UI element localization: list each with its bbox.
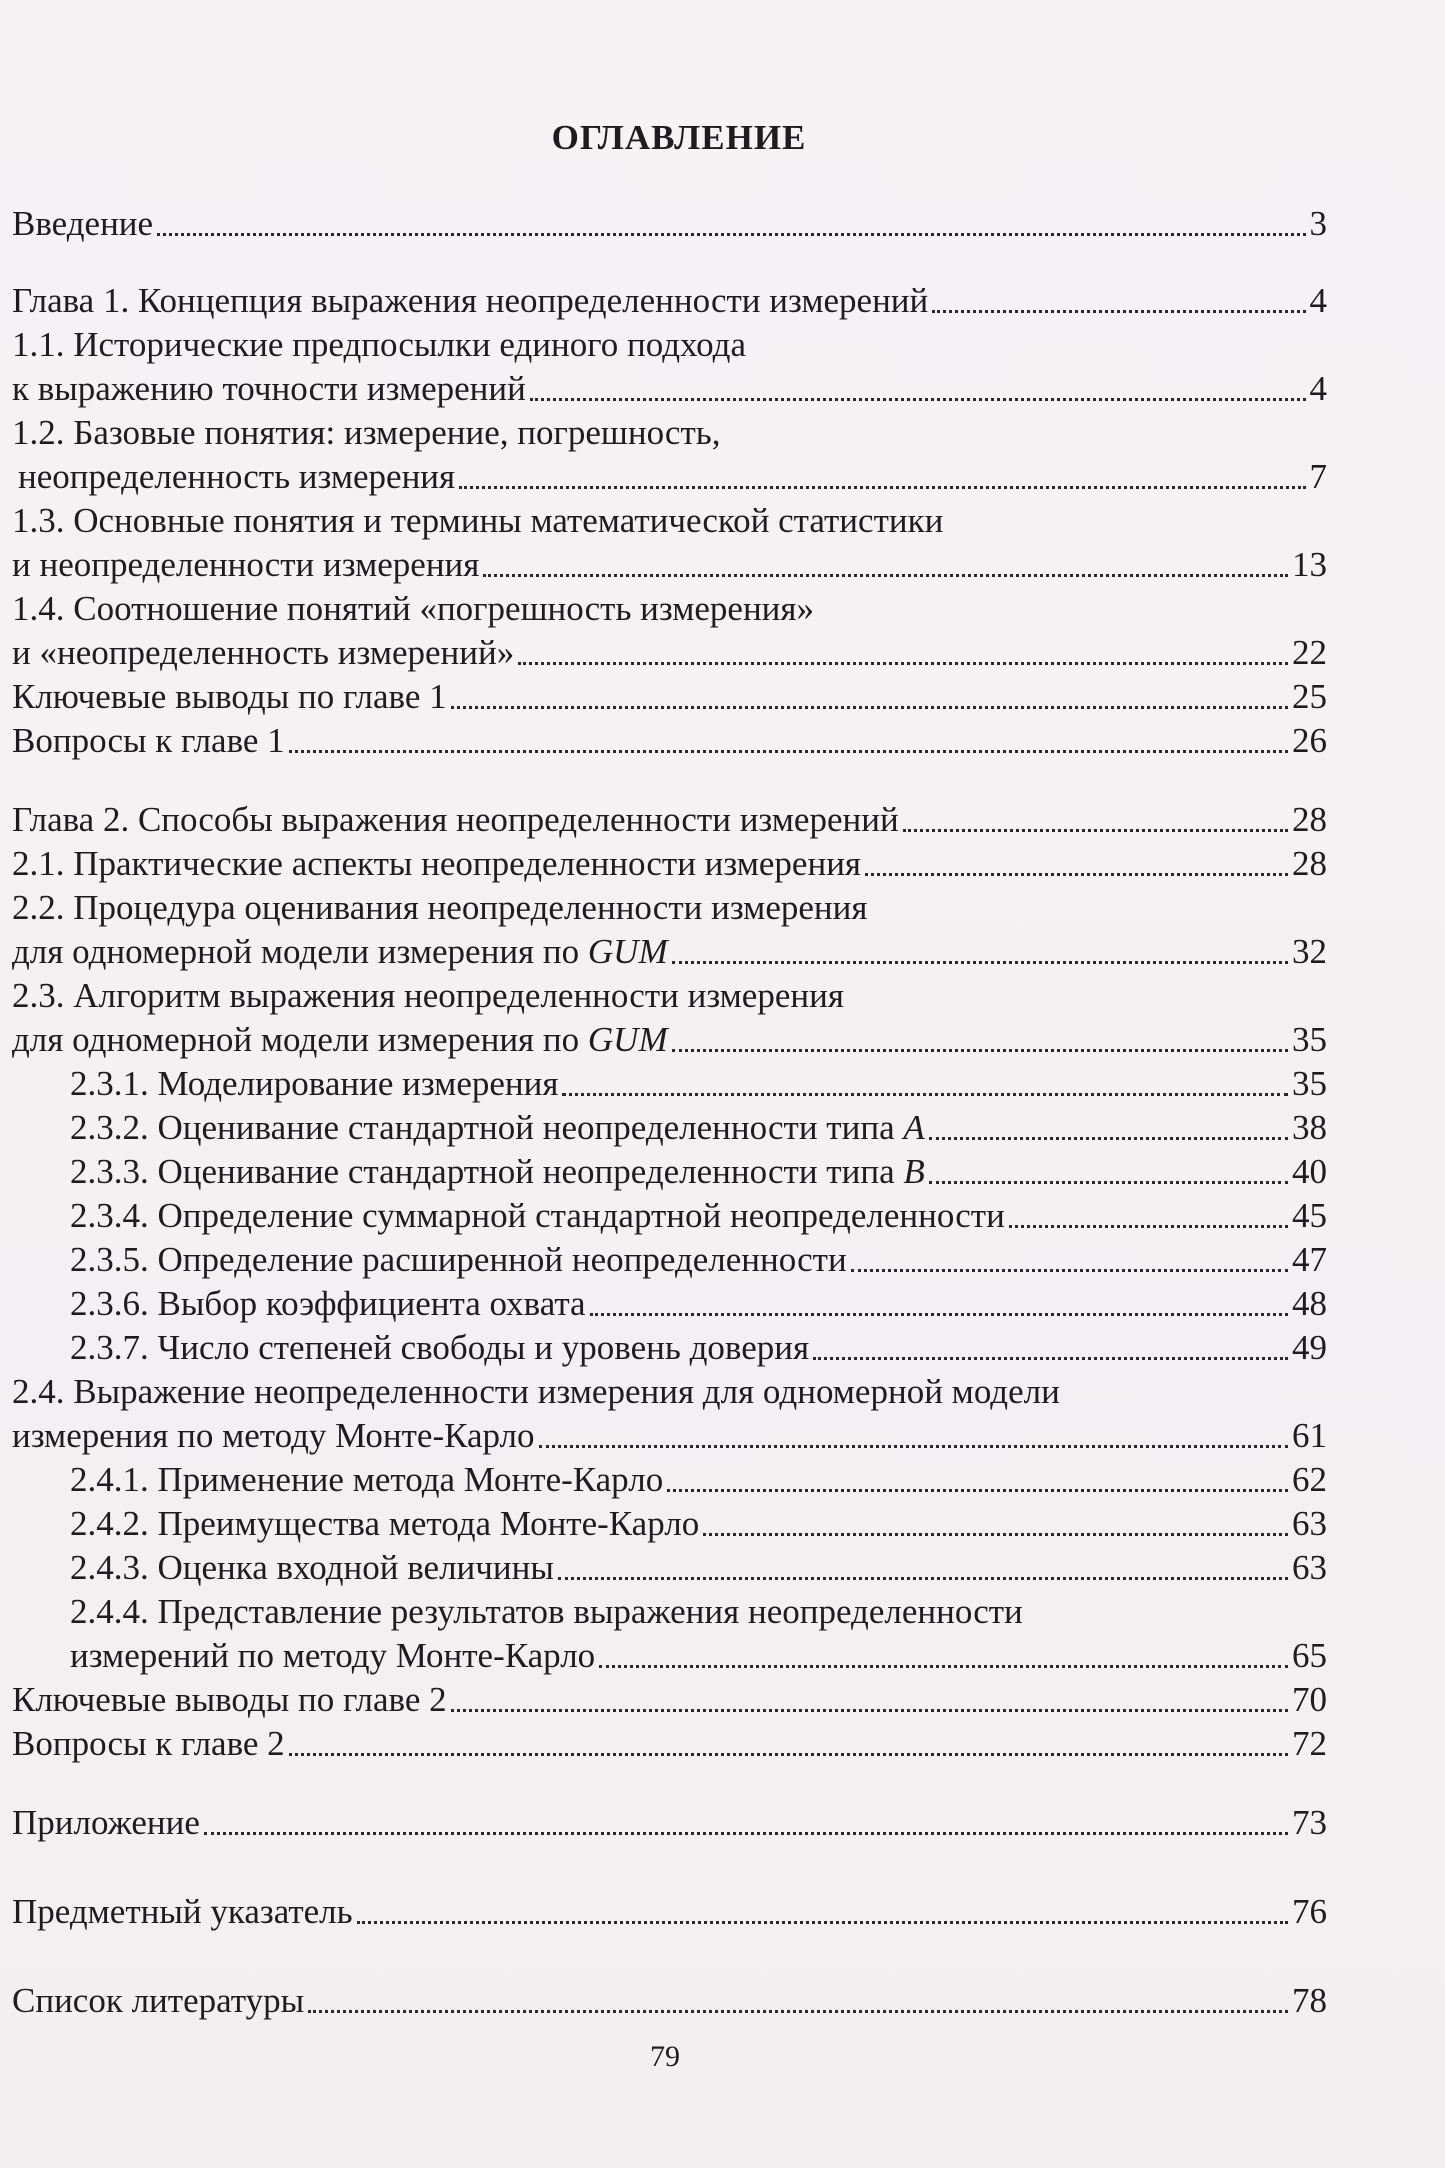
- leader-dots: [451, 706, 1288, 709]
- toc-entry[interactable]: измерения по методу Монте-Карло 61: [12, 1414, 1327, 1458]
- leader-dots: [518, 662, 1288, 665]
- toc-entry[interactable]: 2.4.3. Оценка входной величины 63: [12, 1546, 1327, 1590]
- toc-page-number: 65: [1292, 1636, 1327, 1675]
- leader-dots: [929, 1137, 1288, 1140]
- leader-dots: [865, 873, 1288, 876]
- toc-page-number: 48: [1292, 1284, 1327, 1323]
- toc-entry[interactable]: 2.1. Практические аспекты неопределенности измерения 28: [12, 842, 1327, 886]
- leader-dots: [562, 1093, 1288, 1096]
- leader-dots: [357, 1921, 1288, 1924]
- toc-entry[interactable]: 2.3.6. Выбор коэффициента охвата 48: [12, 1282, 1327, 1326]
- toc-entry[interactable]: 2.4.1. Применение метода Монте-Карло 62: [12, 1458, 1327, 1502]
- toc-page-number: 28: [1292, 844, 1327, 883]
- toc-page-number: 38: [1292, 1108, 1327, 1147]
- toc-entry[interactable]: 2.3.2. Оценивание стандартной неопределенности типа A 38: [12, 1106, 1327, 1150]
- toc-page-number: 40: [1292, 1152, 1327, 1191]
- leader-dots: [289, 750, 1288, 753]
- toc-entry-line1: 1.1. Исторические предпосылки единого подхода: [12, 325, 747, 364]
- toc-entry[interactable]: неопределенность измерения 7: [12, 455, 1327, 499]
- toc-page-number: 22: [1292, 633, 1327, 672]
- toc-page-number: 35: [1292, 1020, 1327, 1059]
- leader-dots: [459, 486, 1305, 489]
- leader-dots: [204, 1832, 1288, 1835]
- page-number: 79: [650, 2040, 680, 2073]
- toc-entry[interactable]: Вопросы к главе 2 72: [12, 1722, 1327, 1766]
- leader-dots: [289, 1753, 1288, 1756]
- toc-entry-line1: 1.3. Основные понятия и термины математической статистики: [12, 501, 944, 540]
- page-title: ОГЛАВЛЕНИЕ: [551, 118, 807, 157]
- toc-entry-line1: 2.4.4. Представление результатов выражения неопределенности: [70, 1592, 1023, 1631]
- toc-entry[interactable]: измерений по методу Монте-Карло 65: [12, 1634, 1327, 1678]
- leader-dots: [483, 574, 1288, 577]
- toc-page-number: 26: [1292, 721, 1327, 760]
- toc-page-number: 47: [1292, 1240, 1327, 1279]
- toc-page-number: 63: [1292, 1504, 1327, 1543]
- toc-entry[interactable]: Введение 3: [12, 202, 1327, 246]
- toc-entry[interactable]: 2.3.3. Оценивание стандартной неопределенности типа B 40: [12, 1150, 1327, 1194]
- toc-entry[interactable]: 2.3.1. Моделирование измерения 35: [12, 1062, 1327, 1106]
- leader-dots: [599, 1665, 1288, 1668]
- toc-entry[interactable]: и «неопределенность измерений» 22: [12, 631, 1327, 675]
- leader-dots: [903, 829, 1288, 832]
- toc-page-number: 4: [1309, 281, 1327, 320]
- toc-entry[interactable]: Глава 2. Способы выражения неопределенности измерений 28: [12, 798, 1327, 842]
- toc-entry-line1: 1.4. Соотношение понятий «погрешность измерения»: [12, 589, 815, 628]
- toc-page-number: 78: [1292, 1981, 1327, 2020]
- toc-page-number: 32: [1292, 932, 1327, 971]
- toc-entry[interactable]: Предметный указатель 76: [12, 1890, 1327, 1934]
- leader-dots: [667, 1489, 1288, 1492]
- toc-page-number: 25: [1292, 677, 1327, 716]
- toc-page-number: 62: [1292, 1460, 1327, 1499]
- toc-entry-line1: 2.2. Процедура оценивания неопределенности измерения: [12, 888, 868, 927]
- leader-dots: [851, 1269, 1288, 1272]
- toc-entry[interactable]: Ключевые выводы по главе 2 70: [12, 1678, 1327, 1722]
- toc-entry[interactable]: к выражению точности измерений 4: [12, 367, 1327, 411]
- leader-dots: [672, 1049, 1288, 1052]
- toc-page-number: 73: [1292, 1803, 1327, 1842]
- toc-page-number: 72: [1292, 1724, 1327, 1763]
- toc-entry-line1: 2.4. Выражение неопределенности измерения для одномерной модели: [12, 1372, 1060, 1411]
- toc-page-number: 45: [1292, 1196, 1327, 1235]
- leader-dots: [932, 310, 1305, 313]
- toc-page-number: 3: [1309, 204, 1327, 243]
- leader-dots: [308, 2010, 1288, 2013]
- leader-dots: [813, 1357, 1288, 1360]
- toc-page-number: 28: [1292, 800, 1327, 839]
- toc-page-number: 63: [1292, 1548, 1327, 1587]
- leader-dots: [929, 1181, 1288, 1184]
- leader-dots: [672, 961, 1288, 964]
- toc-entry[interactable]: 2.3.4. Определение суммарной стандартной неопределенности 45: [12, 1194, 1327, 1238]
- leader-dots: [539, 1445, 1288, 1448]
- toc-page-number: 61: [1292, 1416, 1327, 1455]
- toc-entry[interactable]: 2.3.5. Определение расширенной неопределенности 47: [12, 1238, 1327, 1282]
- toc-entry-line1: 1.2. Базовые понятия: измерение, погрешность,: [12, 413, 721, 452]
- toc-page-number: 70: [1292, 1680, 1327, 1719]
- toc-entry[interactable]: и неопределенности измерения 13: [12, 543, 1327, 587]
- toc-entry[interactable]: для одномерной модели измерения по GUM 32: [12, 930, 1327, 974]
- toc-page-number: 7: [1309, 457, 1327, 496]
- toc-entry-line1: 2.3. Алгоритм выражения неопределенности измерения: [12, 976, 844, 1015]
- toc-entry[interactable]: для одномерной модели измерения по GUM 35: [12, 1018, 1327, 1062]
- leader-dots: [590, 1313, 1288, 1316]
- leader-dots: [703, 1533, 1288, 1536]
- toc-entry[interactable]: Приложение 73: [12, 1801, 1327, 1845]
- toc-entry[interactable]: Глава 1. Концепция выражения неопределенности измерений 4: [12, 279, 1327, 323]
- toc-page-number: 76: [1292, 1892, 1327, 1931]
- toc-page-number: 4: [1309, 369, 1327, 408]
- leader-dots: [157, 233, 1305, 236]
- leader-dots: [558, 1577, 1288, 1580]
- toc-page-number: 35: [1292, 1064, 1327, 1103]
- toc-entry[interactable]: 2.3.7. Число степеней свободы и уровень доверия 49: [12, 1326, 1327, 1370]
- toc-entry[interactable]: Вопросы к главе 1 26: [12, 719, 1327, 763]
- leader-dots: [1009, 1225, 1288, 1228]
- toc-entry[interactable]: Список литературы 78: [12, 1979, 1327, 2023]
- leader-dots: [451, 1709, 1288, 1712]
- toc-page-number: 49: [1292, 1328, 1327, 1367]
- toc-page-number: 13: [1292, 545, 1327, 584]
- toc-entry[interactable]: Ключевые выводы по главе 1 25: [12, 675, 1327, 719]
- leader-dots: [530, 398, 1306, 401]
- toc-entry[interactable]: 2.4.2. Преимущества метода Монте-Карло 63: [12, 1502, 1327, 1546]
